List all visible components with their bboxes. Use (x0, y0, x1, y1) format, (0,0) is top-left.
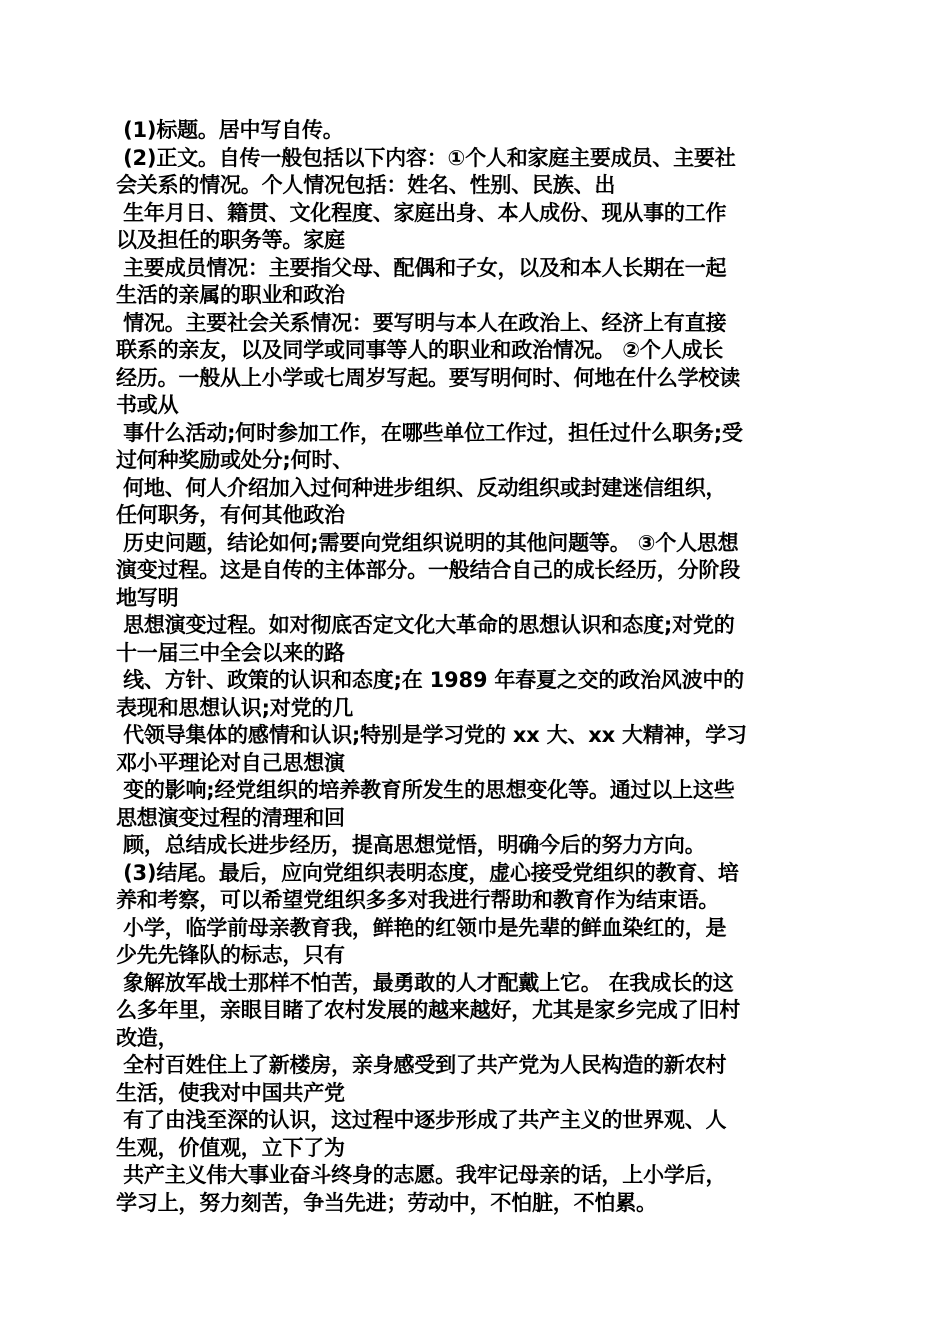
text-line: 事什么活动;何时参加工作，在哪些单位工作过，担任过什么职务;受 (116, 420, 743, 445)
text-line: 思想演变过程的清理和回 (116, 805, 345, 830)
text-line: 情况。主要社会关系情况：要写明与本人在政治上、经济上有直接 (116, 310, 727, 335)
text-line: (3)结尾。最后，应向党组织表明态度，虚心接受党组织的教育、培 (116, 860, 739, 885)
text-line: 思想演变过程。如对彻底否定文化大革命的思想认识和态度;对党的 (116, 613, 735, 637)
text-line: 共产主义伟大事业奋斗终身的志愿。我牢记母亲的话，上小学后， (116, 1163, 727, 1187)
text-line: 学习上，努力刻苦，争当先进；劳动中，不怕脏，不怕累。 (116, 1190, 657, 1215)
text-line: 何地、何人介绍加入过何种进步组织、反动组织或封建迷信组织， (116, 475, 727, 500)
text-line: 生年月日、籍贯、文化程度、家庭出身、本人成份、现从事的工作 (116, 200, 727, 225)
text-line: 变的影响;经党组织的培养教育所发生的思想变化等。通过以上这些 (116, 778, 735, 802)
text-line: 少先先锋队的标志，只有 (116, 943, 345, 967)
text-line: 象解放军战士那样不怕苦，最勇敢的人才配戴上它。 在我成长的这 (116, 970, 734, 995)
text-line: 联系的亲友，以及同学或同事等人的职业和政治情况。 ②个人成长 (116, 338, 724, 362)
text-line: 任何职务，有何其他政治 (116, 503, 345, 527)
text-line: 小学，临学前母亲教育我，鲜艳的红领巾是先辈的鲜血染红的，是 (116, 915, 727, 940)
text-line: 地写明 (116, 585, 179, 610)
text-line: 代领导集体的感情和认识;特别是学习党的 xx 大、xx 大精神，学习 (116, 723, 747, 747)
text-line: 十一届三中全会以来的路 (116, 640, 345, 665)
text-line: 全村百姓住上了新楼房，亲身感受到了共产党为人民构造的新农村 (116, 1053, 727, 1077)
text-line: 邓小平理论对自己思想演 (116, 750, 345, 775)
text-line: 历史问题，结论如何;需要向党组织说明的其他问题等。 ③个人思想 (116, 530, 739, 555)
text-line: 以及担任的职务等。家庭 (116, 228, 345, 252)
document-page (116, 117, 838, 1217)
text-line: 养和考察，可以希望党组织多多对我进行帮助和教育作为结束语。 (116, 888, 720, 912)
text-line: 演变过程。这是自传的主体部分。一般结合自己的成长经历，分阶段 (116, 558, 740, 582)
text-line: (2)正文。自传一般包括以下内容：①个人和家庭主要成员、主要社 (116, 145, 736, 170)
text-line: 顾，总结成长进步经历，提高思想觉悟，明确今后的努力方向。 (116, 833, 706, 857)
text-line: 么多年里，亲眼目睹了农村发展的越来越好，尤其是家乡完成了旧村 (116, 998, 740, 1022)
text-line: 生活的亲属的职业和政治 (116, 283, 345, 307)
text-line: 改造， (116, 1025, 179, 1050)
text-line: 线、方针、政策的认识和态度;在 1989 年春夏之交的政治风波中的 (116, 668, 744, 692)
text-line: 书或从 (116, 393, 179, 417)
text-line: 有了由浅至深的认识，这过程中逐步形成了共产主义的世界观、人 (116, 1108, 727, 1132)
text-line: 经历。一般从上小学或七周岁写起。要写明何时、何地在什么学校读 (116, 365, 740, 390)
text-line: (1)标题。居中写自传。 (116, 118, 344, 142)
text-line: 生活，使我对中国共产党 (116, 1080, 345, 1105)
text-line: 表现和思想认识;对党的几 (116, 695, 353, 720)
text-line: 主要成员情况：主要指父母、配偶和子女，以及和本人长期在一起 (116, 255, 727, 280)
text-line: 过何种奖励或处分;何时、 (116, 448, 353, 472)
text-line: 会关系的情况。个人情况包括：姓名、性别、民族、出 (116, 173, 616, 197)
text-line: 生观，价值观，立下了为 (116, 1135, 345, 1160)
